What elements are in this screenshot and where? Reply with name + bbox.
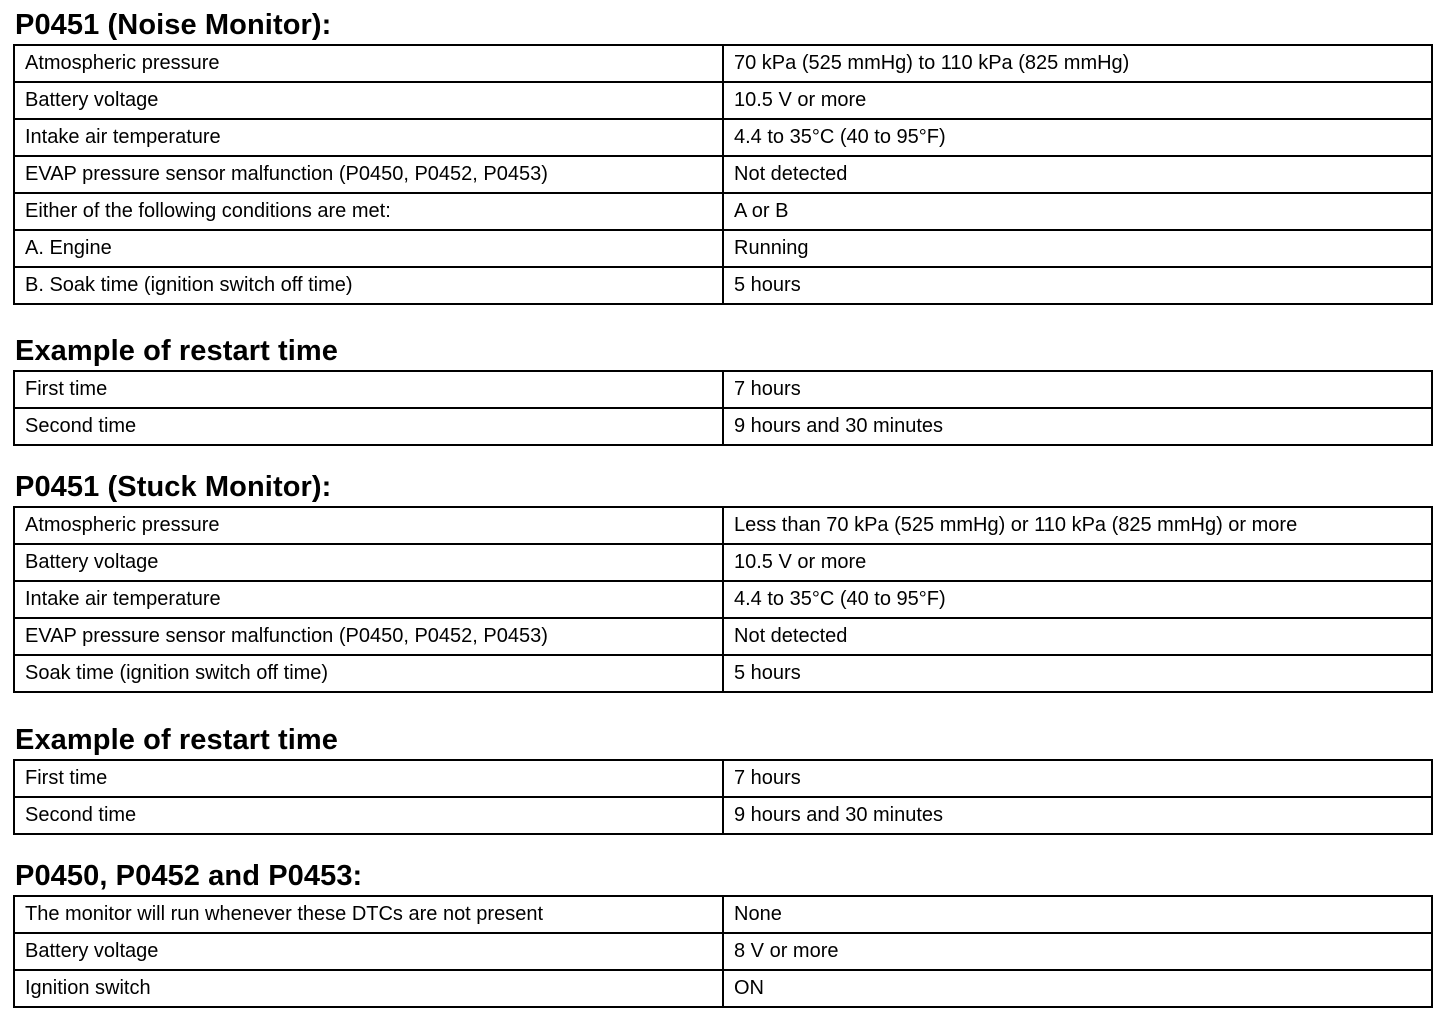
row-label: Atmospheric pressure xyxy=(14,507,723,544)
row-value: Running xyxy=(723,230,1432,267)
section-restart-time-noise xyxy=(13,332,1431,446)
row-label: First time xyxy=(14,760,723,797)
row-value: A or B xyxy=(723,193,1432,230)
conditions-table xyxy=(13,44,1433,305)
table-row xyxy=(14,371,1432,408)
row-value: 7 hours xyxy=(723,760,1432,797)
section-restart-time-stuck xyxy=(13,721,1431,835)
table-row xyxy=(14,655,1432,692)
conditions-table xyxy=(13,506,1433,693)
section-title: P0451 (Noise Monitor): xyxy=(15,9,332,41)
row-value: 9 hours and 30 minutes xyxy=(723,408,1432,445)
row-label: Soak time (ignition switch off time) xyxy=(14,655,723,692)
row-label: Either of the following conditions are met: xyxy=(14,193,723,230)
table-row xyxy=(14,797,1432,834)
table-row xyxy=(14,156,1432,193)
row-label: Second time xyxy=(14,797,723,834)
row-value: 10.5 V or more xyxy=(723,544,1432,581)
row-value: 5 hours xyxy=(723,655,1432,692)
table-row xyxy=(14,544,1432,581)
row-value: 4.4 to 35°C (40 to 95°F) xyxy=(723,119,1432,156)
table-row xyxy=(14,507,1432,544)
row-label: B. Soak time (ignition switch off time) xyxy=(14,267,723,304)
table-row xyxy=(14,408,1432,445)
row-label: EVAP pressure sensor malfunction (P0450, P0452, P0453) xyxy=(14,156,723,193)
row-label: Ignition switch xyxy=(14,970,723,1007)
table-row xyxy=(14,970,1432,1007)
row-label: First time xyxy=(14,371,723,408)
table-row xyxy=(14,82,1432,119)
section-title: P0450, P0452 and P0453: xyxy=(15,860,363,892)
section-noise-monitor xyxy=(13,6,1431,305)
conditions-table xyxy=(13,895,1433,1008)
table-row xyxy=(14,896,1432,933)
row-value: Less than 70 kPa (525 mmHg) or 110 kPa (825 mmHg) or more xyxy=(723,507,1432,544)
row-value: 10.5 V or more xyxy=(723,82,1432,119)
row-label: Intake air temperature xyxy=(14,581,723,618)
restart-time-table xyxy=(13,370,1433,446)
row-value: 70 kPa (525 mmHg) to 110 kPa (825 mmHg) xyxy=(723,45,1432,82)
row-label: Battery voltage xyxy=(14,82,723,119)
table-row xyxy=(14,119,1432,156)
row-label: The monitor will run whenever these DTCs are not present xyxy=(14,896,723,933)
table-row xyxy=(14,267,1432,304)
row-label: Second time xyxy=(14,408,723,445)
row-value: 4.4 to 35°C (40 to 95°F) xyxy=(723,581,1432,618)
section-title: Example of restart time xyxy=(15,335,339,367)
row-value: 9 hours and 30 minutes xyxy=(723,797,1432,834)
table-row xyxy=(14,933,1432,970)
row-label: Battery voltage xyxy=(14,933,723,970)
table-row xyxy=(14,618,1432,655)
row-label: Atmospheric pressure xyxy=(14,45,723,82)
row-label: EVAP pressure sensor malfunction (P0450, P0452, P0453) xyxy=(14,618,723,655)
section-title: Example of restart time xyxy=(15,724,339,756)
row-value: ON xyxy=(723,970,1432,1007)
section-p0450-p0452-p0453 xyxy=(13,857,1431,1008)
row-value: 8 V or more xyxy=(723,933,1432,970)
table-row xyxy=(14,193,1432,230)
table-row xyxy=(14,760,1432,797)
row-value: None xyxy=(723,896,1432,933)
row-value: Not detected xyxy=(723,156,1432,193)
row-value: 7 hours xyxy=(723,371,1432,408)
row-label: Intake air temperature xyxy=(14,119,723,156)
table-row xyxy=(14,581,1432,618)
row-label: A. Engine xyxy=(14,230,723,267)
row-value: Not detected xyxy=(723,618,1432,655)
row-value: 5 hours xyxy=(723,267,1432,304)
table-row xyxy=(14,45,1432,82)
table-row xyxy=(14,230,1432,267)
section-title: P0451 (Stuck Monitor): xyxy=(15,471,332,503)
restart-time-table xyxy=(13,759,1433,835)
row-label: Battery voltage xyxy=(14,544,723,581)
section-stuck-monitor xyxy=(13,468,1431,693)
